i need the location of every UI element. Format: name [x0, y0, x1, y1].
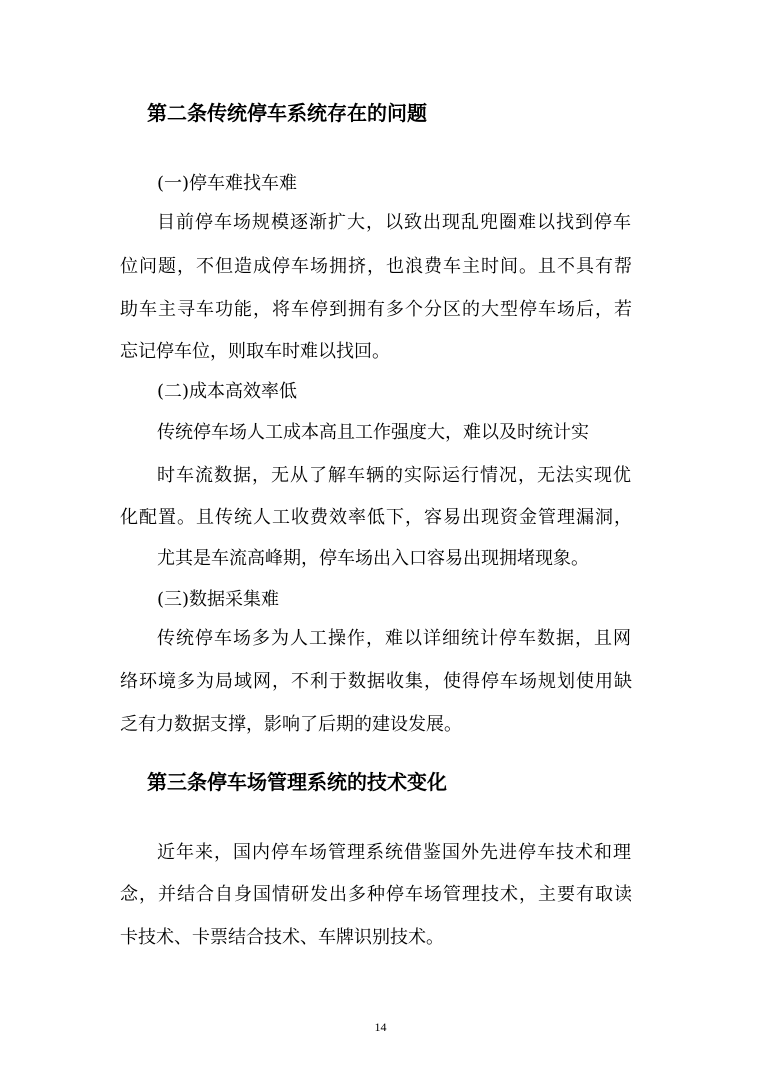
paragraph-line: 乏有力数据支撑，影响了后期的建设发展。 [120, 714, 462, 735]
paragraph-line: 忘记停车位，则取车时难以找回。 [120, 341, 390, 362]
subsection-label-3: (三)数据采集难 [157, 589, 280, 610]
paragraph-line: 念，并结合自身国情研发出多种停车场管理技术，主要有取读 [120, 884, 632, 905]
paragraph-line: 助车主寻车功能，将车停到拥有多个分区的大型停车场后，若 [120, 299, 632, 320]
paragraph-line: 时车流数据，无从了解车辆的实际运行情况，无法实现优 [157, 465, 631, 486]
subsection-label-1: (一)停车难找车难 [157, 173, 298, 194]
subsection-label-2: (二)成本高效率低 [157, 381, 298, 402]
paragraph-line: 化配置。且传统人工收费效率低下，容易出现资金管理漏洞， [120, 507, 632, 528]
paragraph-line: 目前停车场规模逐渐扩大，以致出现乱兜圈难以找到停车 [157, 212, 631, 233]
page-number: 14 [374, 1020, 387, 1034]
paragraph-line: 传统停车场人工成本高且工作强度大，难以及时统计实 [157, 422, 589, 443]
section-heading-3: 第三条停车场管理系统的技术变化 [147, 770, 447, 794]
paragraph-line: 位问题，不但造成停车场拥挤，也浪费车主时间。且不具有帮 [120, 256, 632, 277]
paragraph-line: 近年来，国内停车场管理系统借鉴国外先进停车技术和理 [157, 842, 631, 863]
paragraph-line: 尤其是车流高峰期，停车场出入口容易出现拥堵现象。 [157, 548, 589, 569]
paragraph-line: 卡技术、卡票结合技术、车牌识别技术。 [120, 927, 444, 948]
paragraph-line: 传统停车场多为人工操作，难以详细统计停车数据，且网 [157, 628, 631, 649]
paragraph-line: 络环境多为局域网，不利于数据收集，使得停车场规划使用缺 [120, 671, 632, 692]
section-heading-2: 第二条传统停车系统存在的问题 [147, 101, 427, 125]
